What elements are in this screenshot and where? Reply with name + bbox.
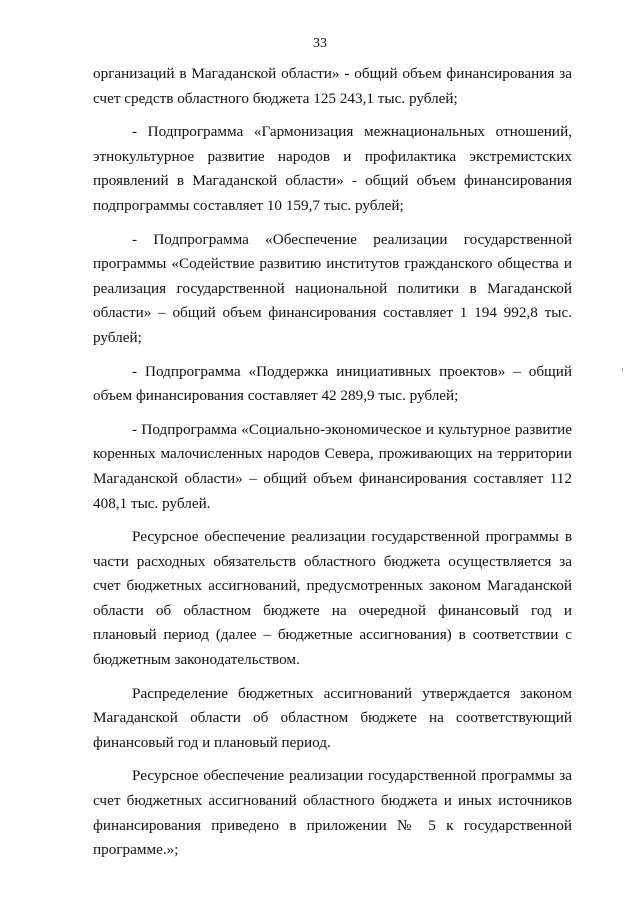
paragraph-subprogram-harmonization: - Подпрограмма «Гармонизация межнациональных отношений, этнокультурное развитие народов и профилактика экстремистских проявлений в Магаданской области» - общий объем финансирования подпрограммы составляет 10 159,7 тыс. рублей;: [93, 123, 572, 214]
paragraph-subprogram-indigenous-peoples: - Подпрограмма «Социально-экономическое и культурное развитие коренных малочисленных народов Севера, проживающих на территории Магаданской области» – общий объем финансирования составляет 112 408,1 тыс. рублей.: [93, 420, 572, 512]
paragraph-subprogram-implementation: - Подпрограмма «Обеспечение реализации государственной программы «Содействие развитию институтов гражданского общества и реализация государственной национальной политики в Магаданской области» – общий объем финансирования составляет 1 194 992,8 тыс. рублей;: [93, 230, 572, 346]
paragraph-budget-distribution: Распределение бюджетных ассигнований утверждается законом Магаданской области об областном бюджете на соответствующий финансовый год и плановый период.: [93, 684, 572, 751]
document-body: [93, 62, 572, 872]
page-number: 33: [313, 36, 327, 51]
paragraph-subprogram-initiative-projects: - Подпрограмма «Поддержка инициативных проектов» – общий объем финансирования составляет 42 289,9 тыс. рублей;: [93, 362, 572, 405]
paragraph-resource-appendix: Ресурсное обеспечение реализации государственной программы за счет бюджетных ассигнований областного бюджета и иных источников финансирования приведено в приложении № 5 к государственной программе.»;: [93, 767, 572, 859]
scan-speck: [622, 368, 623, 371]
paragraph-resource-provision: Ресурсное обеспечение реализации государственной программы в части расходных обязательств областного бюджета осуществляется за счет бюджетных ассигнований, предусмотренных законом Магаданской области об областном бюджете на очередной финансовый год и плановый период (далее – бюджетные ассигнования) в соответствии с бюджетным законодательством.: [93, 528, 572, 669]
paragraph-continued: организаций в Магаданской области» - общий объем финансирования за счет средств областного бюджета 125 243,1 тыс. рублей;: [93, 65, 572, 107]
